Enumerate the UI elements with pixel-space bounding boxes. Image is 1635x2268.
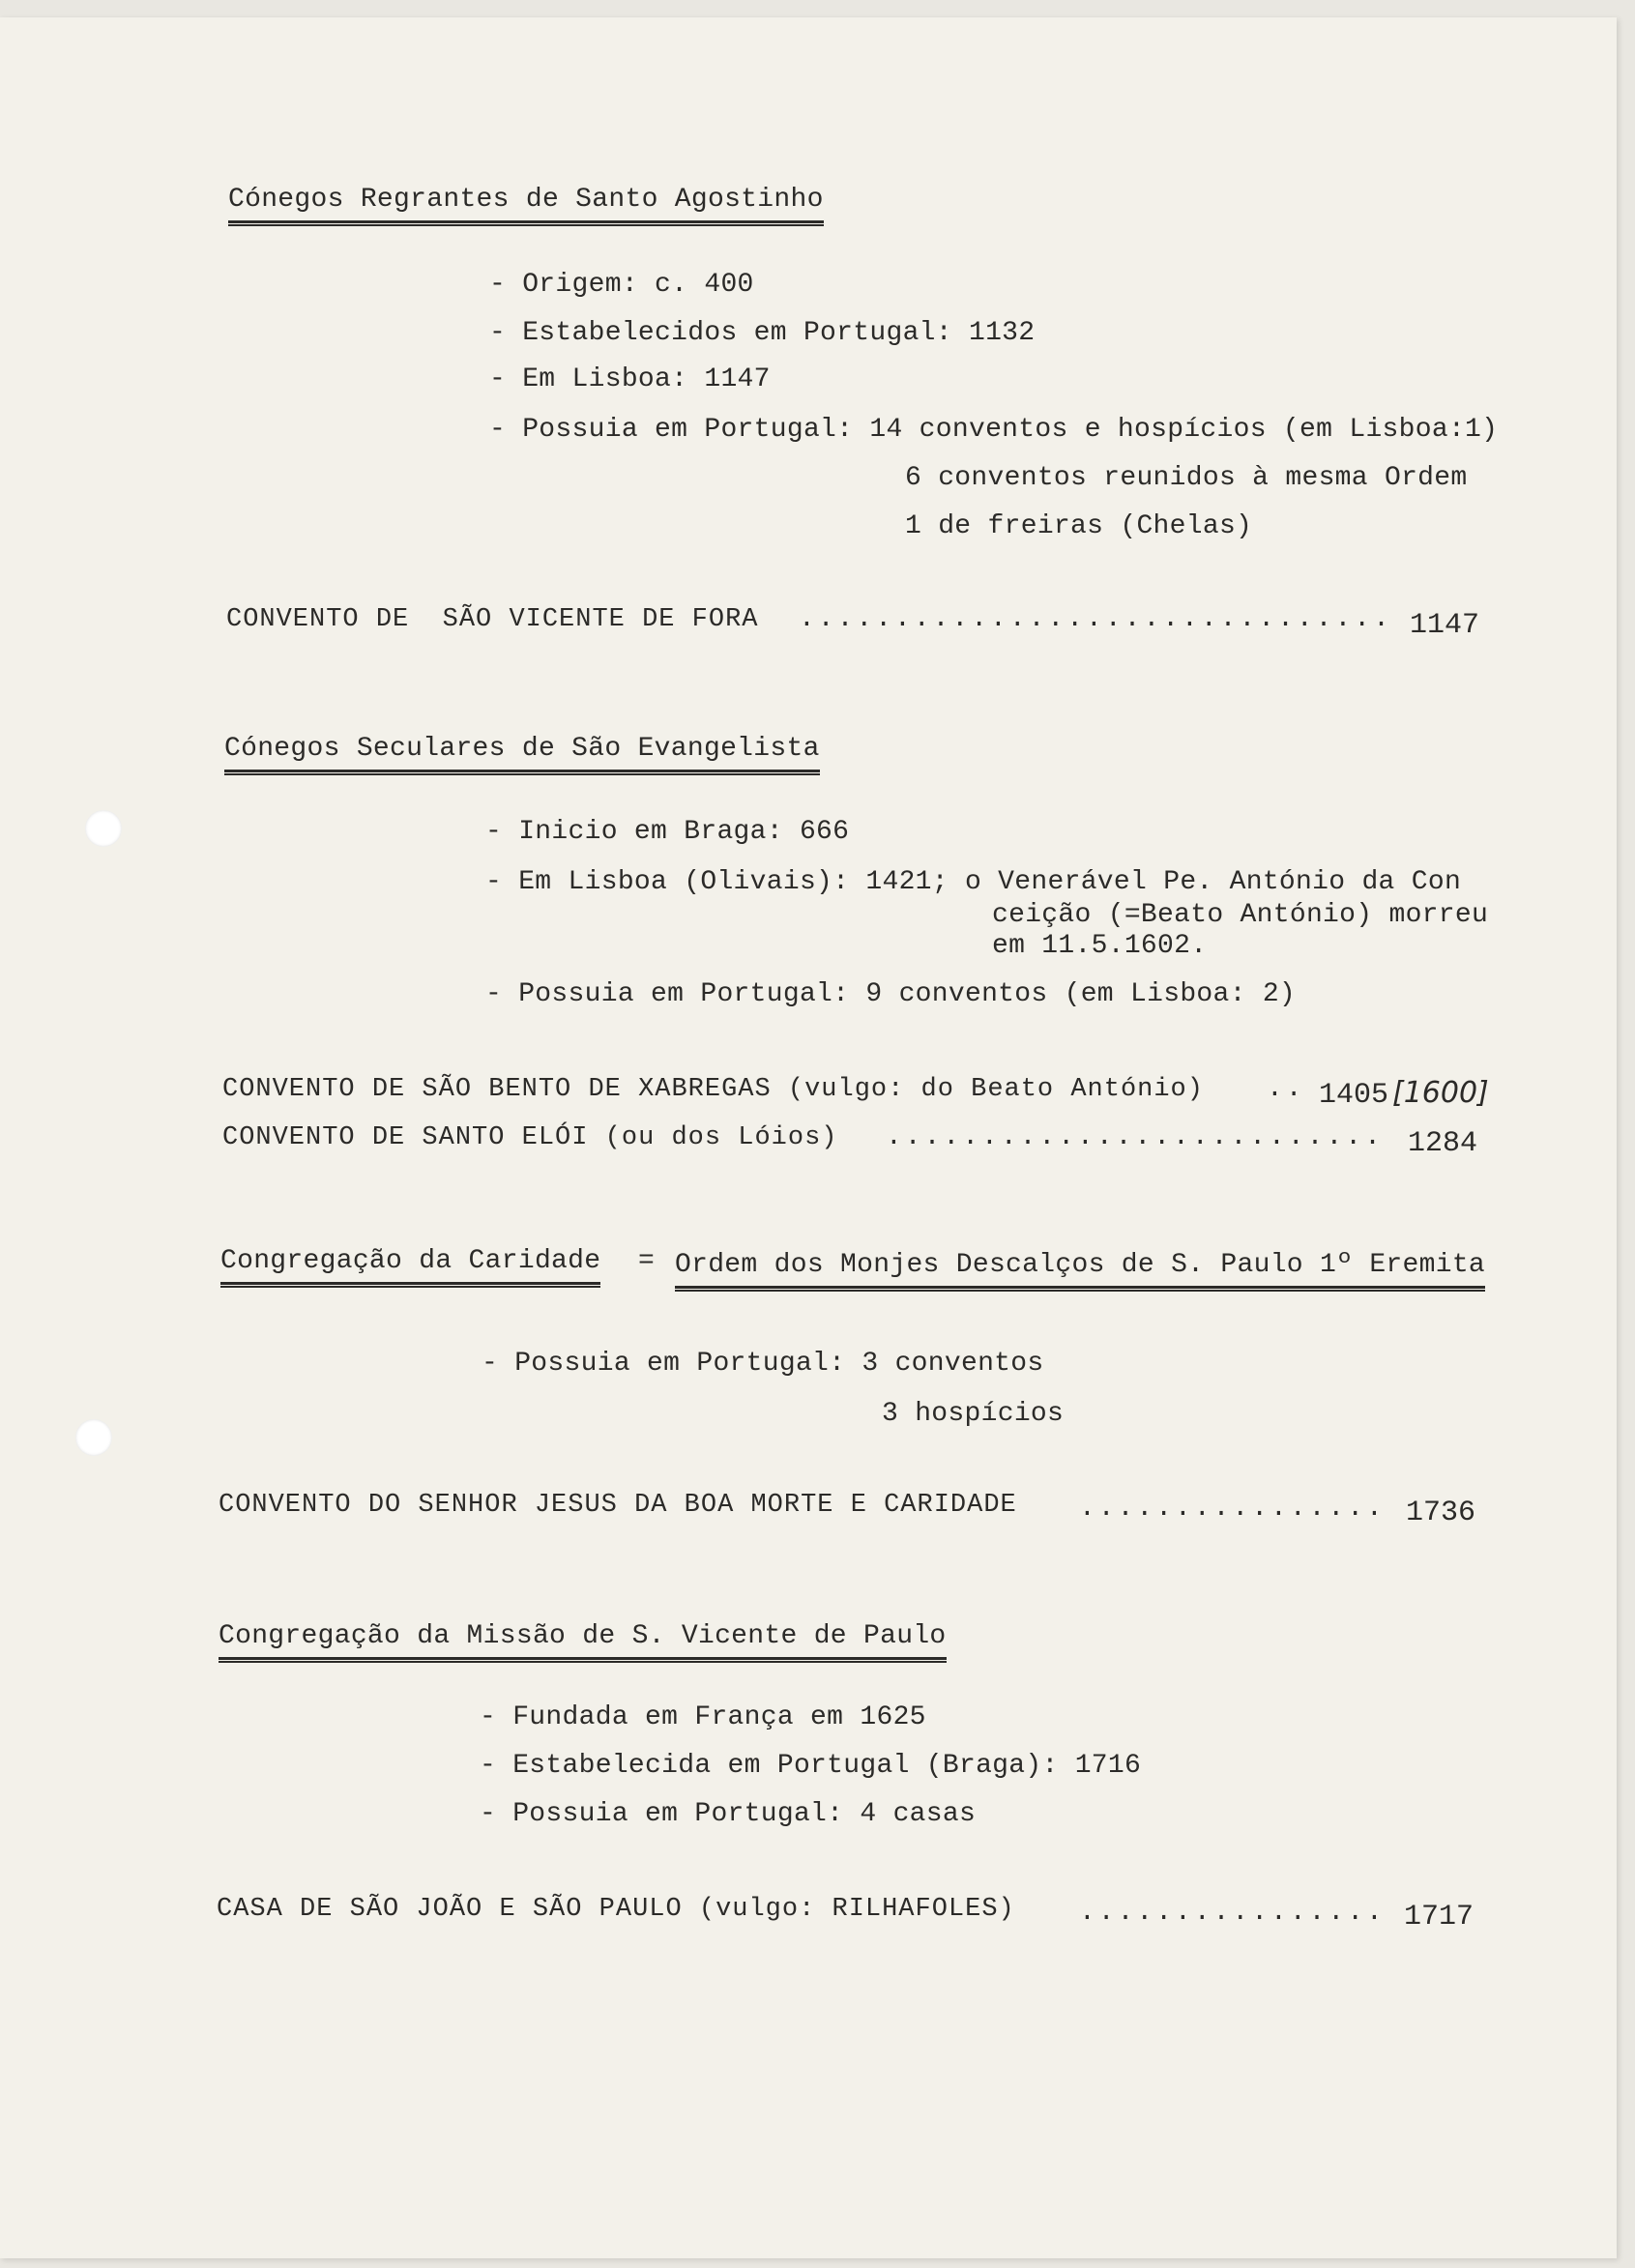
convent-name: CASA DE SÃO JOÃO E SÃO PAULO (vulgo: RILHAFOLES) bbox=[217, 1895, 1015, 1924]
list-item: - Estabelecida em Portugal (Braga): 1716 bbox=[480, 1751, 1142, 1781]
leader-dots: ............................... bbox=[799, 604, 1392, 634]
convent-name: CONVENTO DE SÃO BENTO DE XABREGAS (vulgo: do Beato António) bbox=[222, 1075, 1204, 1104]
list-note: ceição (=Beato António) morreu bbox=[992, 900, 1489, 930]
list-subitem: 1 de freiras (Chelas) bbox=[905, 511, 1253, 541]
heading-text: Congregação da Caridade bbox=[220, 1246, 600, 1285]
convent-year: 1717 bbox=[1404, 1901, 1474, 1934]
leader-dots: .. bbox=[1267, 1074, 1305, 1104]
list-item: - Origem: c. 400 bbox=[489, 270, 754, 300]
convent-year: 1736 bbox=[1406, 1497, 1476, 1529]
convent-name: CONVENTO DE SÃO VICENTE DE FORA bbox=[226, 605, 759, 634]
document-page bbox=[0, 17, 1617, 2258]
leader-dots: .......................... bbox=[886, 1122, 1384, 1152]
list-item: - Possuia em Portugal: 4 casas bbox=[480, 1799, 977, 1829]
list-item: - Em Lisboa (Olivais): 1421; o Venerável Pe. António da Con bbox=[485, 867, 1462, 897]
list-item: - Inicio em Braga: 666 bbox=[485, 817, 850, 847]
punch-hole bbox=[85, 810, 122, 847]
list-item: - Estabelecidos em Portugal: 1132 bbox=[489, 318, 1036, 348]
list-item: - Possuia em Portugal: 14 conventos e hospícios (em Lisboa:1) bbox=[489, 415, 1499, 445]
handwritten-year: [1600] bbox=[1392, 1076, 1489, 1110]
convent-year: 1405 bbox=[1319, 1079, 1389, 1112]
leader-dots: ................ bbox=[1079, 1494, 1386, 1524]
list-item: - Em Lisboa: 1147 bbox=[489, 364, 771, 394]
heading-text: Ordem dos Monjes Descalços de S. Paulo 1º Eremita bbox=[675, 1250, 1485, 1289]
list-subitem: 3 hospícios bbox=[882, 1399, 1065, 1429]
convent-name: CONVENTO DE SANTO ELÓI (ou dos Lóios) bbox=[222, 1123, 838, 1152]
convent-year: 1147 bbox=[1410, 609, 1480, 642]
heading-text: Cónegos Seculares de São Evangelista bbox=[224, 734, 820, 772]
convent-name: CONVENTO DO SENHOR JESUS DA BOA MORTE E CARIDADE bbox=[219, 1491, 1017, 1520]
section-heading bbox=[228, 184, 824, 217]
section-heading bbox=[219, 1620, 947, 1653]
heading-text: Congregação da Missão de S. Vicente de Paulo bbox=[219, 1621, 947, 1660]
leader-dots: ................ bbox=[1079, 1898, 1386, 1928]
list-item: - Possuia em Portugal: 3 conventos bbox=[482, 1349, 1044, 1379]
equals-sign: = bbox=[638, 1246, 656, 1276]
section-heading bbox=[220, 1245, 600, 1278]
list-note: em 11.5.1602. bbox=[992, 931, 1208, 961]
convent-year: 1284 bbox=[1408, 1127, 1478, 1160]
heading-text: Cónegos Regrantes de Santo Agostinho bbox=[228, 185, 824, 223]
list-item: - Fundada em França em 1625 bbox=[480, 1702, 926, 1732]
list-item: - Possuia em Portugal: 9 conventos (em Lisboa: 2) bbox=[485, 979, 1297, 1009]
section-heading bbox=[675, 1249, 1485, 1282]
list-subitem: 6 conventos reunidos à mesma Ordem bbox=[905, 463, 1468, 493]
section-heading bbox=[224, 733, 820, 766]
punch-hole bbox=[75, 1419, 112, 1456]
